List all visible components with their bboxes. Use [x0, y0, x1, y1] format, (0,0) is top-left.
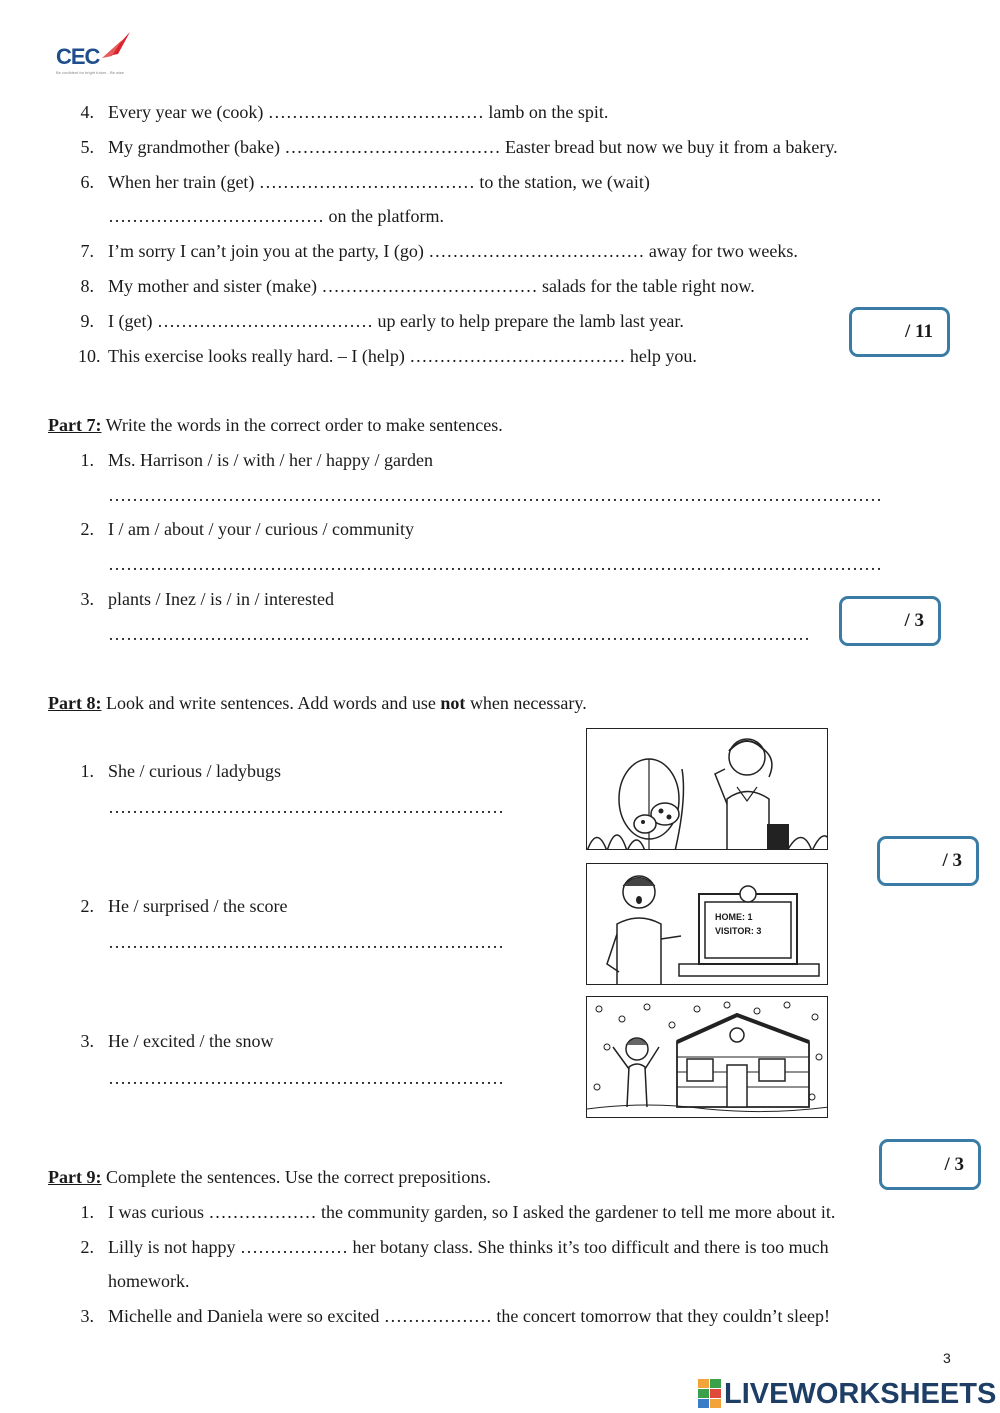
part8-score-box[interactable]: / 3 [877, 836, 979, 886]
part8-item-2: He / surprised / the score [108, 896, 288, 916]
part6-item-6-cont: ……………………………… on the platform. [108, 206, 444, 226]
part8-label: Part 8: [48, 693, 102, 713]
part9-item-2: Lilly is not happy ……………… her botany class. She thinks it’s too difficult and there is too much [108, 1237, 829, 1257]
part9-instruction: Complete the sentences. Use the correct prepositions. [101, 1167, 491, 1187]
item-number: 5. [80, 137, 94, 157]
part7-item-3: plants / Inez / is / in / interested [108, 589, 334, 609]
item-number: 1. [80, 761, 94, 781]
part8-item-1: She / curious / ladybugs [108, 761, 281, 781]
part8-answer-line-2[interactable]: ………………………………………………………… [108, 932, 504, 952]
item-number: 2. [80, 1237, 94, 1257]
item-number: 3. [80, 1031, 94, 1051]
item-number: 7. [80, 241, 94, 261]
item-number: 10. [78, 346, 101, 366]
snow-boy-illustration [586, 996, 828, 1118]
part7-answer-line-1[interactable]: ………………………………………………………………………………………………………………… [108, 485, 882, 505]
item-number: 9. [80, 311, 94, 331]
part6-item-7: I’m sorry I can’t join you at the party, I (go) ……………………………… away for two weeks. [108, 241, 798, 261]
part8-instruction-a: Look and write sentences. Add words and use [101, 693, 441, 713]
part6-item-10: This exercise looks really hard. – I (help) ……………………………… help you. [108, 346, 697, 366]
item-number: 3. [80, 589, 94, 609]
part6-item-8: My mother and sister (make) ……………………………… salads for the table right now. [108, 276, 755, 296]
part7-score-box[interactable]: / 3 [839, 596, 941, 646]
ladybug-girl-illustration [586, 728, 828, 850]
part6-item-6: When her train (get) ……………………………… to the station, we (wait) [108, 172, 650, 192]
part7-answer-line-2[interactable]: ………………………………………………………………………………………………………………… [108, 554, 882, 574]
part9-item-3: Michelle and Daniela were so excited ……………… the concert tomorrow that they couldn’t sleep! [108, 1306, 830, 1326]
scoreboard-boy-illustration [586, 863, 828, 985]
item-number: 1. [80, 450, 94, 470]
part9-heading [48, 1166, 491, 1188]
scoreboard-visitor: VISITOR: 3 [715, 926, 762, 936]
part7-label: Part 7: [48, 415, 102, 435]
part7-instruction: Write the words in the correct order to make sentences. [101, 415, 503, 435]
part6-item-9: I (get) ……………………………… up early to help prepare the lamb last year. [108, 311, 684, 331]
item-number: 1. [80, 1202, 94, 1222]
item-number: 8. [80, 276, 94, 296]
scoreboard-home: HOME: 1 [715, 912, 753, 922]
part8-instruction-bold: not [440, 693, 466, 713]
item-number: 2. [80, 519, 94, 539]
liveworksheets-logo-icon [698, 1379, 722, 1409]
part7-item-1: Ms. Harrison / is / with / her / happy / garden [108, 450, 433, 470]
item-number: 2. [80, 896, 94, 916]
cec-logo [52, 32, 134, 78]
part8-answer-line-1[interactable]: ………………………………………………………… [108, 797, 504, 817]
part6-item-5: My grandmother (bake) ……………………………… Easter bread but now we buy it from a bakery. [108, 137, 838, 157]
page-number: 3 [943, 1350, 951, 1366]
part9-score-box[interactable]: / 3 [879, 1139, 981, 1190]
part8-item-3: He / excited / the snow [108, 1031, 274, 1051]
liveworksheets-brand [698, 1376, 997, 1410]
item-number: 6. [80, 172, 94, 192]
part8-instruction-b: when necessary. [465, 693, 587, 713]
logo-tagline: Be confident for bright future - Be wise [56, 70, 125, 75]
liveworksheets-text: LIVEWORKSHEETS [724, 1378, 997, 1410]
part9-label: Part 9: [48, 1167, 102, 1187]
item-number: 3. [80, 1306, 94, 1326]
part8-answer-line-3[interactable]: ………………………………………………………… [108, 1068, 504, 1088]
part7-answer-line-3[interactable]: ……………………………………………………………………………………………………… [108, 624, 810, 644]
part7-item-2: I / am / about / your / curious / community [108, 519, 414, 539]
part6-score-box[interactable]: / 11 [849, 307, 950, 357]
item-number: 4. [80, 102, 94, 122]
logo-text: CEC [56, 44, 100, 69]
part7-heading [48, 414, 503, 436]
part9-item-1: I was curious ……………… the community garden, so I asked the gardener to tell me more about it. [108, 1202, 836, 1222]
part9-item-2-cont: homework. [108, 1271, 190, 1291]
part6-item-4: Every year we (cook) ……………………………… lamb on the spit. [108, 102, 609, 122]
part8-heading [48, 692, 587, 714]
